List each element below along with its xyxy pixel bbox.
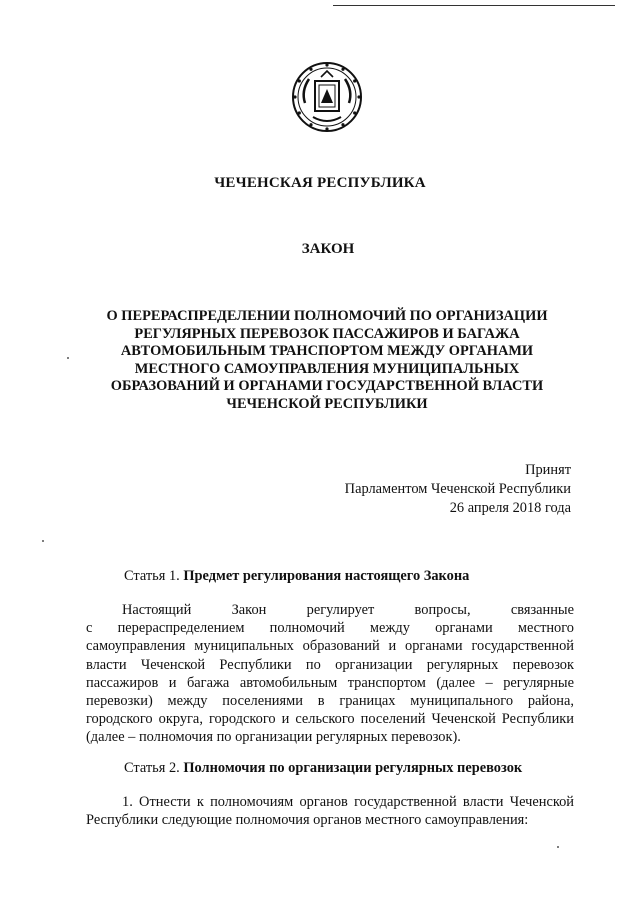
law-title-line: ОБРАЗОВАНИЙ И ОРГАНАМИ ГОСУДАРСТВЕННОЙ ВЛАСТИ — [110, 378, 544, 395]
article-2-title: Полномочия по организации регулярных перевозок — [183, 760, 523, 776]
adopted-by: Парламентом Чеченской Республики — [344, 481, 571, 497]
law-title-line: ЧЕЧЕНСКОЙ РЕСПУБЛИКИ — [226, 395, 428, 412]
scan-speck — [42, 540, 44, 542]
article-1-heading — [124, 568, 469, 585]
article-2-label: Статья 2. — [124, 760, 180, 776]
adoption-block — [345, 461, 571, 518]
law-title-line: МЕСТНОГО САМОУПРАВЛЕНИЯ МУНИЦИПАЛЬНЫХ — [134, 360, 520, 377]
text-line: с перераспределением полномочий между органами местного — [86, 620, 574, 637]
scan-speck — [557, 846, 559, 848]
law-title-line: О ПЕРЕРАСПРЕДЕЛЕНИИ ПОЛНОМОЧИЙ ПО ОРГАНИЗАЦИИ — [106, 308, 548, 324]
law-title — [92, 308, 562, 414]
adoption-date: 26 апреля 2018 года — [449, 500, 571, 516]
scan-speck — [67, 357, 69, 359]
text-line: Настоящий Закон регулирует вопросы, связанные — [122, 602, 574, 618]
article-1-label: Статья 1. — [124, 568, 180, 584]
article-2-text — [86, 793, 574, 829]
adopted-label: Принят — [525, 462, 571, 478]
text-line: городского округа, городского и сельского поселений Чеченской Республики — [86, 711, 574, 728]
article-2-heading — [124, 760, 522, 777]
text-line: пассажиров и багажа автомобильным транспортом (далее – регулярные — [86, 674, 574, 691]
article-1-text — [86, 601, 574, 747]
text-line: самоуправления муниципальных образований и органами государственной — [86, 638, 574, 655]
text-line: перевозки) между поселениями в границах муниципального района, — [86, 693, 574, 710]
law-title-line: РЕГУЛЯРНЫХ ПЕРЕВОЗОК ПАССАЖИРОВ И БАГАЖА — [134, 325, 520, 342]
law-title-line: АВТОМОБИЛЬНЫМ ТРАНСПОРТОМ МЕЖДУ ОРГАНАМИ — [120, 343, 534, 360]
coat-of-arms-emblem-icon — [291, 61, 363, 133]
law-heading: ЗАКОН — [301, 241, 355, 257]
republic-heading: ЧЕЧЕНСКАЯ РЕСПУБЛИКА — [214, 175, 426, 191]
top-rule — [333, 5, 615, 6]
article-1-title: Предмет регулирования настоящего Закона — [183, 568, 470, 584]
text-line: (далее – полномочия по организации регулярных перевозок). — [86, 729, 461, 746]
text-line: 1. Отнести к полномочиям органов государственной власти Чеченской — [122, 794, 574, 810]
text-line: Республики следующие полномочия органов местного самоуправления: — [86, 812, 529, 829]
text-line: власти Чеченской Республики по организации регулярных перевозок — [86, 656, 574, 673]
